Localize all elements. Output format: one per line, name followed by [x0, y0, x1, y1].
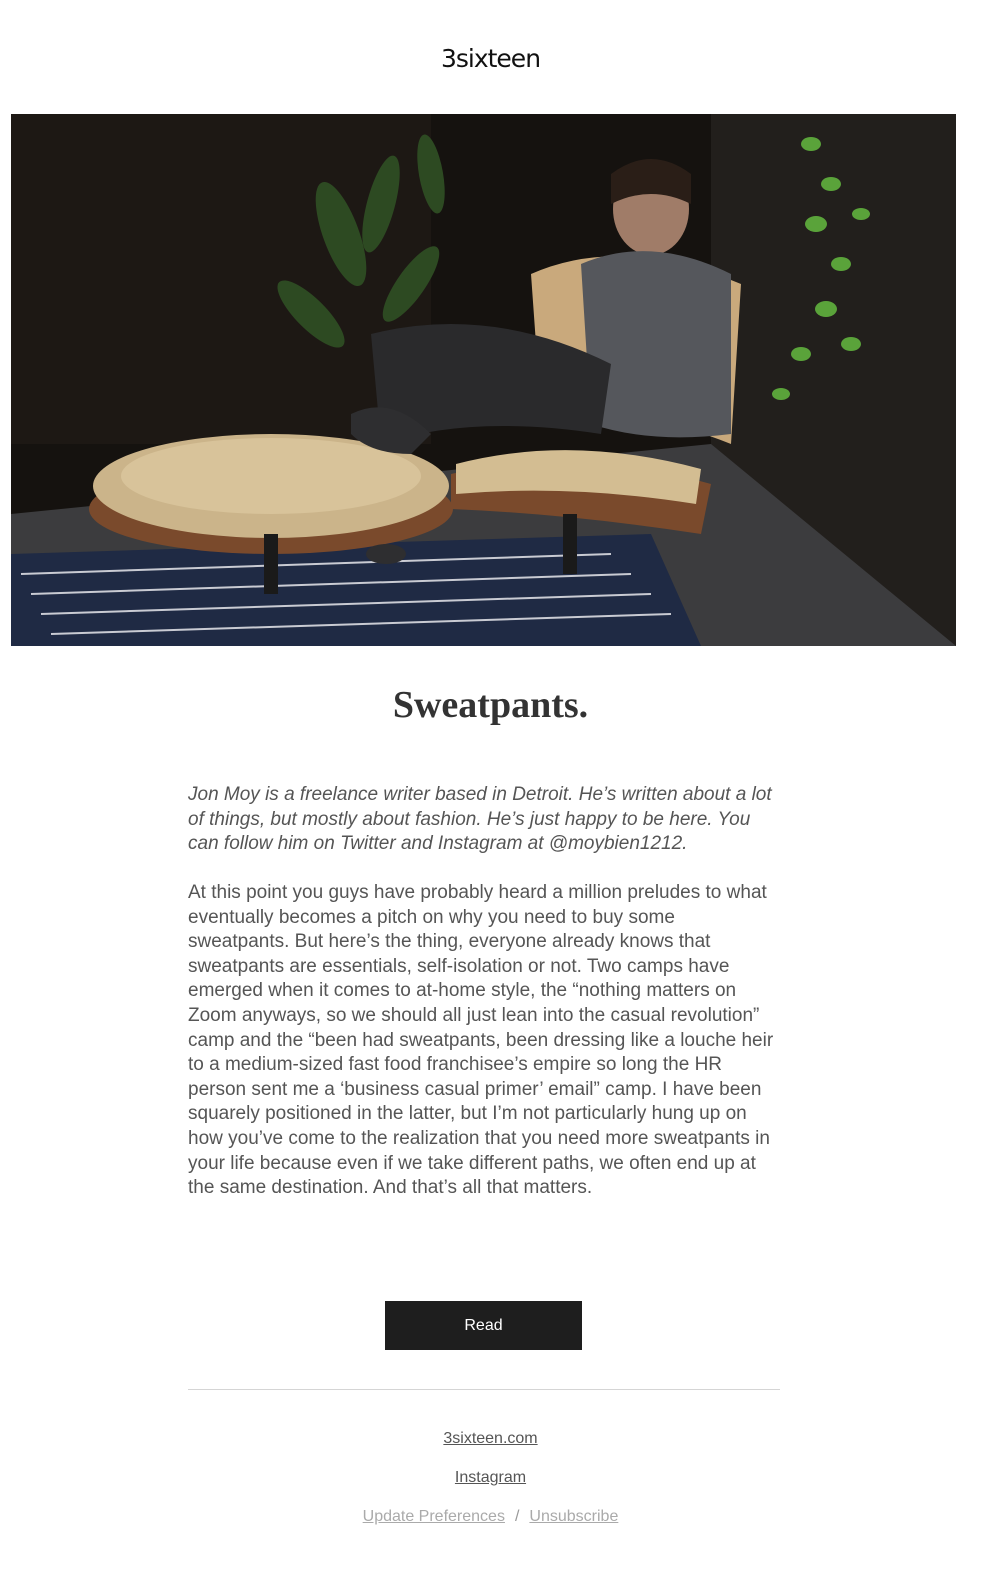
article-title: Sweatpants. — [392, 684, 589, 726]
update-preferences-link[interactable]: Update Preferences — [362, 1508, 505, 1525]
footer-site-item — [0, 1430, 981, 1448]
instagram-link[interactable]: Instagram — [454, 1469, 527, 1486]
site-link[interactable]: 3sixteen.com — [443, 1430, 538, 1447]
footer-divider — [188, 1389, 780, 1390]
footer-instagram-item — [0, 1469, 981, 1487]
read-button[interactable]: Read — [385, 1301, 582, 1350]
article-body: At this point you guys have probably heard a million preludes to what eventually becomes a pitch on why you need to buy some sweatpants. But here’s the thing, everyone already knows that sweatpants are essentials, self-isolation or not. Two camps have emerged when it comes to at-home style, the “nothing matters on Zoom anyways, so we should all just lean into the casual revolution” camp and the “been had sweatpants, been dressing like a louche heir to a medium-sized fast food franchisee’s empire so long the HR person sent me a ‘business casual primer’ email” camp. I have been squarely positioned in the latter, but I’m not particularly hung up on how you’ve come to the realization that you need more sweatpants in your life because even if we take different paths, we often end up at the same destination. And that’s all that matters. — [188, 882, 774, 1199]
footer-preferences-row — [0, 1508, 981, 1526]
footer-separator: / — [514, 1508, 520, 1525]
brand-logo[interactable]: 3sixteen — [440, 44, 541, 73]
unsubscribe-link[interactable]: Unsubscribe — [529, 1508, 619, 1525]
author-intro: Jon Moy is a freelance writer based in Detroit. He’s written about a lot of things, but mostly about fashion. He’s just happy to be here. You can follow him on Twitter and Instagram at @moybien1212. — [188, 784, 772, 855]
hero-image — [11, 114, 956, 646]
